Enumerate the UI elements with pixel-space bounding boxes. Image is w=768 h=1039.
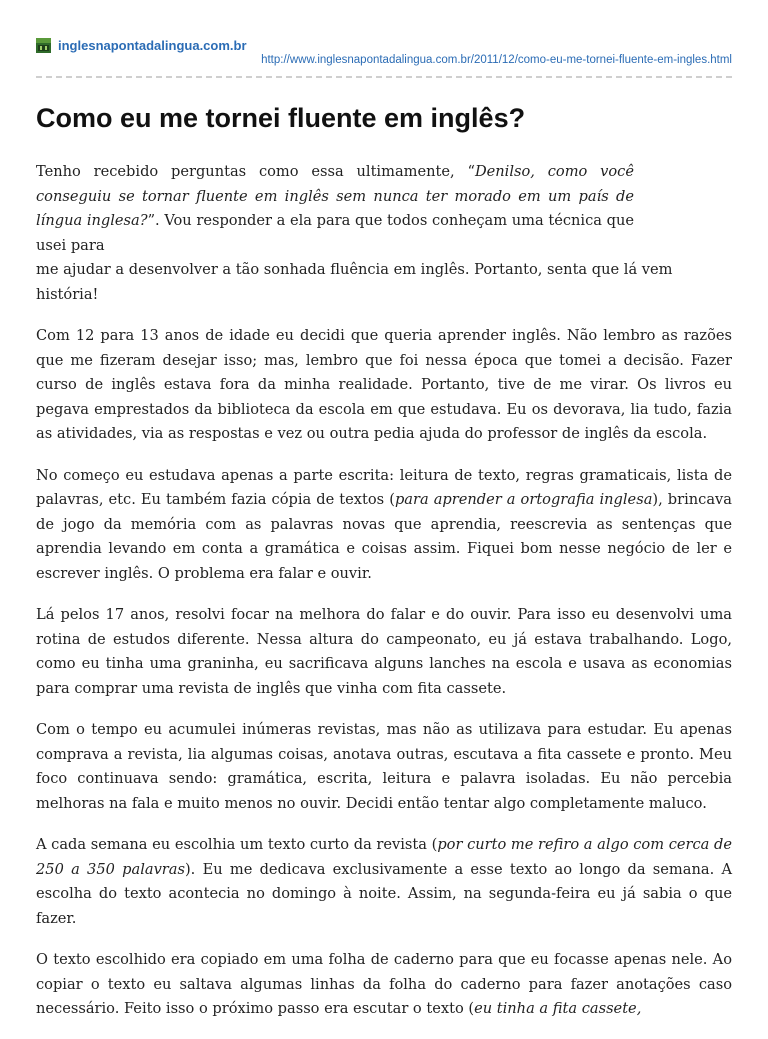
paragraph-1-text-c: ”. Vou responder a ela para que todos conheçam uma técnica que usei para bbox=[36, 212, 634, 254]
page-url-link[interactable]: http://www.inglesnapontadalingua.com.br/2011/12/como-eu-me-tornei-fluente-em-ingles.html bbox=[261, 54, 732, 66]
paragraph-4: Lá pelos 17 anos, resolvi focar na melhora do falar e do ouvir. Para isso eu desenvolvi uma rotina de estudos diferente. Nessa altura do campeonato, eu já estava trabalhando. Logo, como eu tinha uma graninha, eu sacrificava alguns lanches na escola e usava as economias para comprar uma revista de inglês que vinha com fita cassete. bbox=[36, 606, 732, 697]
paragraph-6-text-c: ). Eu me dedicava exclusivamente a esse texto ao longo da semana. A escolha do texto acontecia no domingo à noite. Assim, na segunda-feira eu já sabia o que fazer. bbox=[36, 860, 732, 927]
paragraph-2: Com 12 para 13 anos de idade eu decidi que queria aprender inglês. Não lembro as razões que me fizeram desejar isso; mas, lembro que foi nessa época que tomei a decisão. Fazer curso de inglês estava fora da minha realidade. Portanto, tive de me virar. Os livros eu pegava emprestados da biblioteca da escola em que estudava. Eu os devorava, lia tudo, fazia as atividades, via as respostas e vez ou outra pedia ajuda do professor de inglês da escola. bbox=[36, 327, 732, 442]
paragraph-3-text-a: No começo eu estudava apenas a parte escrita: leitura de texto, regras gramaticais, lista de palavras, etc. Eu também fazia cópia de textos ( bbox=[36, 466, 732, 508]
article-body bbox=[36, 160, 732, 1039]
paragraph-3 bbox=[36, 464, 732, 587]
article-title: Como eu me tornei fluente em inglês? bbox=[36, 103, 526, 133]
paragraph-3-text-c: ), brincava de jogo da memória com as palavras novas que aprendia, reescrevia as sentenças que aprendia levando em conta a gramática e coisas assim. Fiquei bom nesse negócio de ler e escrever inglês. O problema era falar e ouvir. bbox=[36, 491, 732, 582]
site-name-link[interactable]: inglesnapontadalingua.com.br bbox=[58, 37, 247, 53]
paragraph-7 bbox=[36, 948, 732, 1022]
paragraph-3-aside: para aprender a ortografia inglesa bbox=[394, 491, 653, 508]
paragraph-1 bbox=[36, 160, 673, 307]
site-row bbox=[36, 36, 732, 54]
page-header bbox=[36, 36, 732, 66]
paragraph-7-text-a: O texto escolhido era copiado em uma folha de caderno para que eu focasse apenas nele. Ao copiar o texto eu saltava algumas linhas da folha do caderno para fazer anotações caso necessário. Feito isso o próximo passo era escutar o texto ( bbox=[36, 951, 732, 1017]
paragraph-1-text-a: Tenho recebido perguntas como essa ultimamente, “ bbox=[36, 163, 475, 180]
paragraph-6-aside: por curto me refiro a algo com cerca de 250 a 350 palavras bbox=[36, 836, 732, 878]
paragraph-6-text-a: A cada semana eu escolhia um texto curto da revista ( bbox=[36, 836, 438, 853]
paragraph-5: Com o tempo eu acumulei inúmeras revistas, mas não as utilizava para estudar. Eu apenas comprava a revista, lia algumas coisas, anotava outras, escutava a fita cassete e pronto. Meu foco continuava sendo: gramática, escrita, leitura e palavra isoladas. Eu não percebia melhoras na fala e muito menos no ouvir. Decidi então tentar algo completamente maluco. bbox=[36, 721, 732, 812]
site-logo-icon bbox=[36, 38, 51, 53]
paragraph-6 bbox=[36, 833, 732, 931]
paragraph-7-aside: eu tinha a fita cassete, bbox=[474, 1000, 642, 1017]
header-divider bbox=[36, 76, 732, 78]
paragraph-1-text-d: me ajudar a desenvolver a tão sonhada fluência em inglês. Portanto, senta que lá vem história! bbox=[36, 261, 673, 303]
paragraph-1-quote: Denilso, como você conseguiu se tornar fluente em inglês sem nunca ter morado em um país de língua inglesa? bbox=[36, 163, 634, 229]
